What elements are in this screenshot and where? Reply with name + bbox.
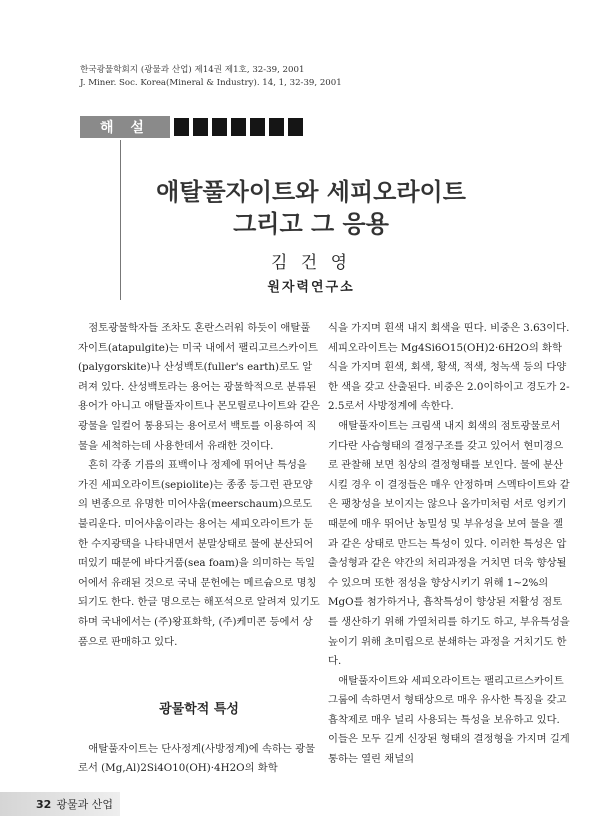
journal-citation bbox=[80, 64, 342, 90]
page-footer bbox=[0, 792, 120, 816]
left-column bbox=[78, 319, 320, 779]
paragraph: 애탈풀자이트는 크림색 내지 회색의 점토광물로서 기다란 사슴형태의 결정구조를 갖고 있어서 현미경으로 관찰해 보면 침상의 결정형태를 보인다. 물에 분산시킬 경우 이 결정들은 매우 안정하며 스멕타이트와 같은 팽창성을 보이지는 않으나 올가미처럼 서로 엉키기 때문에 매우 뛰어난 농밀성 및 부유성을 보여 물을 젤과 같은 상태로 만드는 특성이 있다. 이러한 특성은 압출성형과 같은 약간의 처리과정을 거치면 더욱 향상될 수 있으며 또한 점성을 향상시키기 위해 1~2%의 MgO를 첨가하거나, 흡착특성이 향상된 저활성 점토를 생산하기 위해 가열처리를 하기도 하고, 부유특성을 높이기 위해 초미립으로 분쇄하는 과정을 거치기도 한다. bbox=[328, 419, 570, 668]
banner-square bbox=[231, 118, 246, 136]
banner-square bbox=[250, 118, 265, 136]
section-banner bbox=[80, 116, 303, 138]
banner-label: 해 설 bbox=[80, 116, 170, 138]
section-heading: 광물학적 특성 bbox=[159, 702, 239, 718]
banner-square bbox=[174, 118, 189, 136]
paragraph-continued: 식을 가지며 흰색 내지 회색을 띤다. 비중은 3.63이다. 세피오라이트는 Mg4Si6O15(OH)2·6H2O의 화학식을 가지며 흰색, 회색, 황색, 적색, 청녹색 등의 다양한 색을 갖고 산출된다. 비중은 2.0이하이고 경도가 2-2.5로서 사방정계에 속한다. bbox=[328, 322, 570, 413]
paragraph: 애탈풀자이트는 단사정계(사방정계)에 속하는 광물로서 (Mg,Al)2Si4O10(OH)·4H2O의 화학 bbox=[78, 742, 316, 775]
banner-square bbox=[269, 118, 284, 136]
paragraph: 애탈풀자이트와 세피오라이트는 팰리고르스카이트 그룹에 속하면서 형태상으로 매우 유사한 특징을 갖고 흡착제로 매우 널리 사용되는 특성을 보유하고 있다. 이들은 모두 길게 신장된 형태의 결정형을 가지며 길게 통하는 열린 채널의 bbox=[328, 674, 570, 766]
author-affiliation: 원자력연구소 bbox=[267, 280, 355, 295]
banner-square bbox=[288, 118, 303, 136]
article-title-line1: 애탈풀자이트와 세피오라이트 bbox=[156, 178, 466, 206]
article-title-line2: 그리고 그 응용 bbox=[233, 210, 389, 238]
banner-square bbox=[193, 118, 208, 136]
paragraph: 흔히 각종 기름의 표백이나 정제에 뛰어난 특성을 가진 세피오라이트(sepiolite)는 종종 등그런 관모양의 변종으로 유명한 미어샤움(meerschaum)으로도 불리운다. 미어샤움이라는 용어는 세피오라이트가 둔한 수지광택을 나타내면서 분말상태로 물에 분산되어 떠있기 때문에 바다거품(sea foam)을 의미하는 독일어에서 유래된 것으로 국내 문헌에는 메르슘으로 명칭되기도 한다. 한글 명으로는 해포석으로 알려져 있기도 하며 국내에서는 (주)왕표화학, (주)케미콘 등에서 상품으로 판매하고 있다. bbox=[78, 459, 320, 648]
author-name: 김 건 영 bbox=[270, 253, 352, 273]
footer-journal-name: 광물과 산업 bbox=[56, 798, 113, 811]
journal-citation-english: J. Miner. Soc. Korea(Mineral & Industry). 14, 1, 32-39, 2001 bbox=[80, 78, 342, 88]
page-number: 32 bbox=[36, 797, 52, 811]
paragraph: 점토광물학자들 조차도 혼란스러워 하듯이 애탈풀자이트(atapulgite)는 미국 내에서 팰리고르스카이트(palygorskite)나 산성백토(fuller's earth)로도 알려져 있다. 산성백토라는 용어는 광물학적으로 분류된 용어가 아니고 애탈풀자이트나 몬모릴로나이트와 같은 광물을 일컬어 통용되는 용어로서 백토를 이용하여 직물을 세척하는데 사용한데서 유래한 것이다. bbox=[78, 322, 320, 452]
journal-citation-korean: 한국광물학회지 (광물과 산업) 제14권 제1호, 32-39, 2001 bbox=[80, 65, 305, 75]
banner-square bbox=[212, 118, 227, 136]
title-block bbox=[120, 140, 501, 300]
right-column bbox=[328, 319, 570, 770]
